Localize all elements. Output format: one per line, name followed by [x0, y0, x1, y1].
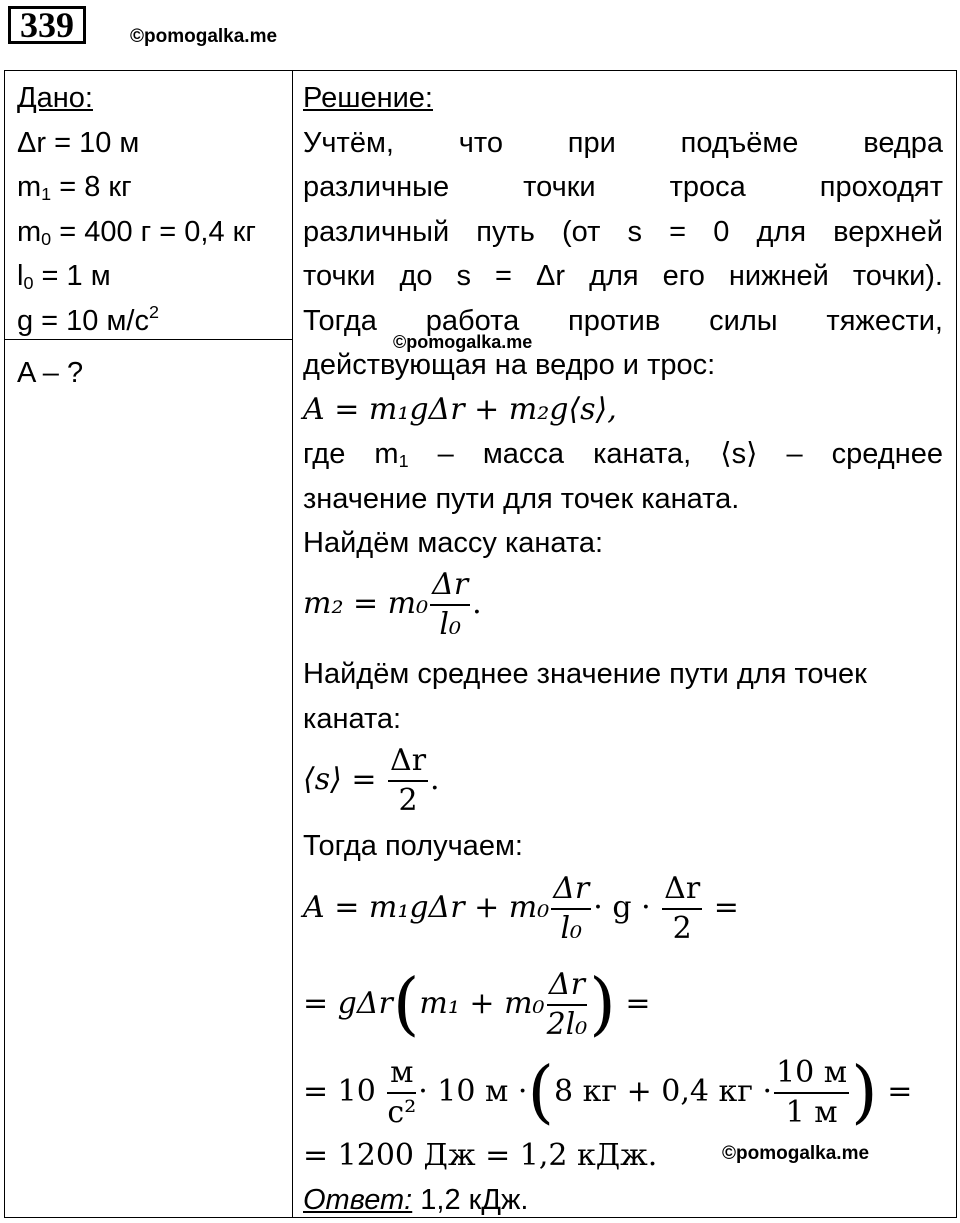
fraction: $\frac{\Delta r}{\text{l₀}}$ — [553, 871, 590, 946]
answer — [303, 1178, 943, 1223]
fraction: $\frac{\Delta r}{\text{l₀}}$ — [432, 567, 469, 642]
solution-line: где $m_1$ – масса каната, ⟨s⟩ – среднее — [303, 438, 943, 471]
solution-line: действующая на ведро и трос: — [303, 349, 716, 381]
solution-title: Решение: — [303, 82, 433, 114]
given-m1: $m_1 = 8$ кг — [17, 171, 132, 204]
solution-intro — [303, 76, 943, 566]
equation-mean-path: ⟨s⟩ = $\frac{\Delta r}{2}$ . — [303, 743, 440, 818]
solution-mean-path-text — [303, 652, 943, 741]
solution-line: Тогда работа против силы тяжести, — [303, 304, 943, 337]
solution-line: Найдём среднее значение пути для точек — [303, 658, 867, 690]
given-m0: $m_0 = 400$ г = 0,4 кг — [17, 215, 256, 249]
given-g: g = 10 $м/с^2$ — [17, 301, 159, 337]
solution-line: Найдём массу каната: — [303, 527, 604, 559]
watermark-middle: ©pomogalka.me — [393, 332, 533, 352]
watermark-bottom: ©pomogalka.me — [722, 1143, 870, 1164]
given-column — [17, 76, 256, 396]
problem-number: 339 — [8, 6, 86, 44]
fraction: $\frac{\Delta r}{2}$ — [664, 871, 701, 946]
solution-line: Тогда получаем: — [303, 830, 523, 862]
equation-result: = 1200 Дж = 1,2 кДж. — [303, 1138, 658, 1173]
answer-value: 1,2 кДж. — [412, 1184, 529, 1216]
equation-work: A = m₁gΔr + m₂g⟨s⟩, — [303, 391, 617, 427]
solution-line: точки до s = Δr для его нижней точки). — [303, 260, 943, 292]
given-title: Дано: — [17, 82, 93, 114]
solution-line: различный путь (от s = 0 для верхней — [303, 215, 943, 248]
given-dr: Δr = 10 м — [17, 126, 140, 159]
given-find: A – ? — [17, 357, 84, 389]
answer-label: Ответ: — [303, 1184, 413, 1216]
given-l0: $l_0 = 1$ м — [17, 260, 111, 293]
equation-factored: = gΔr(m₁ + m₀ $\frac{\Delta r}{\text{2l₀}}$ ) = — [303, 965, 651, 1044]
fraction: $\frac{10 м}{1 м}$ — [776, 1055, 848, 1130]
equation-rope-mass: m₂ = m₀ $\frac{\Delta r}{\text{l₀}}$ . — [303, 567, 482, 642]
fraction: $\frac{\Delta r}{2}$ — [390, 743, 427, 818]
solution-line: Учтём, что при подъёме ведра — [303, 126, 943, 159]
solution-line: значение пути для точек каната. — [303, 482, 740, 515]
fraction: $\frac{\Delta r}{\text{2l₀}}$ — [546, 967, 588, 1042]
fraction: $\frac{м}{\text{с²}}$ — [387, 1055, 417, 1130]
watermark-top: ©pomogalka.me — [130, 26, 278, 47]
solution-line: каната: — [303, 702, 402, 735]
solution-line: различные точки троса проходят — [303, 171, 943, 203]
equation-numeric: = 10 $\frac{м}{\text{с²}}$ · 10 м ·(8 кг + 0,4 кг · $\frac{10 м}{1 м}$ ) = — [303, 1053, 913, 1132]
column-divider — [292, 70, 293, 1218]
equation-total-work: A = m₁gΔr + m₀ $\frac{\Delta r}{\text{l₀}}$ · g · $\frac{\Delta r}{2}$ = — [303, 871, 739, 946]
